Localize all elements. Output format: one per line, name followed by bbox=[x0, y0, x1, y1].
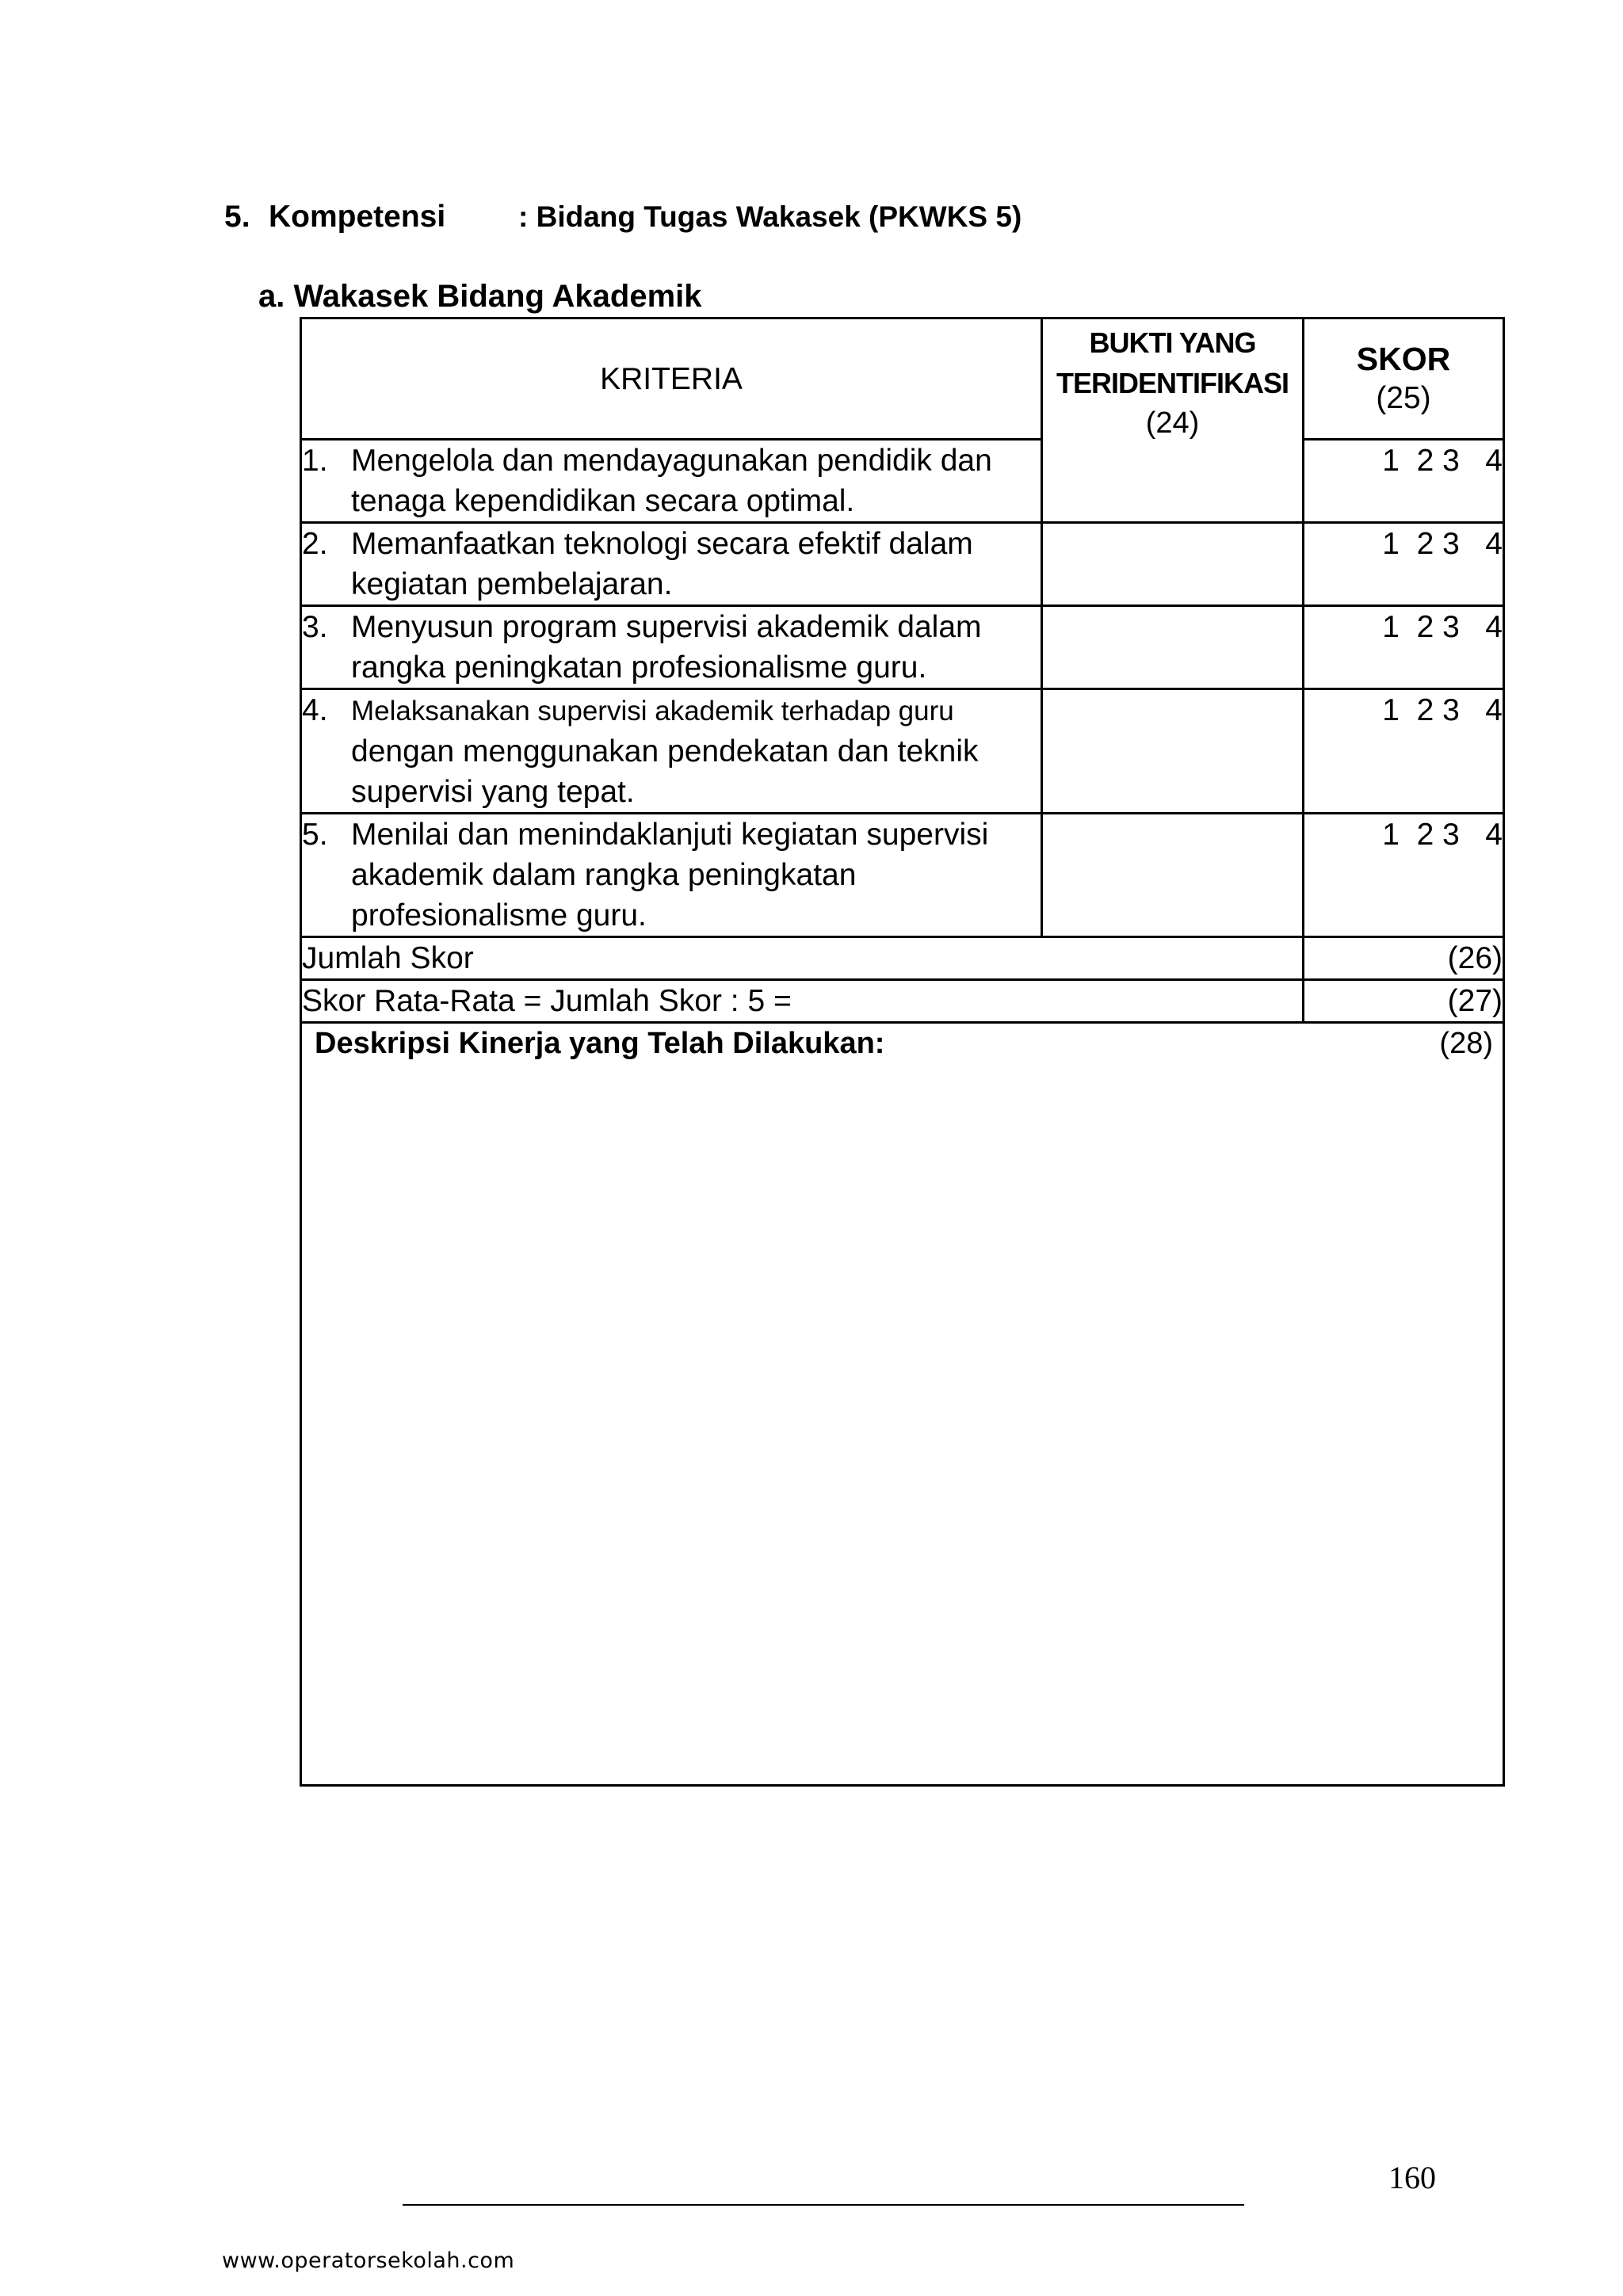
criteria-number: 1. bbox=[302, 444, 328, 478]
criteria-cell bbox=[301, 523, 1042, 606]
header-bukti bbox=[1042, 318, 1304, 523]
table-row bbox=[301, 606, 1504, 689]
criteria-cell bbox=[301, 689, 1042, 814]
criteria-text-line1: Memanfaatkan teknologi secara efektif dalam bbox=[351, 527, 973, 561]
evidence-cell[interactable] bbox=[1042, 523, 1304, 606]
header-bukti-code: (24) bbox=[1145, 406, 1200, 440]
table-row bbox=[301, 523, 1504, 606]
section-number: 5. bbox=[224, 200, 250, 234]
criteria-text-line1: Menilai dan menindaklanjuti kegiatan supervisi bbox=[351, 818, 989, 852]
criteria-text-line1: Menyusun program supervisi akademik dalam bbox=[351, 610, 982, 644]
score-options[interactable]: 1 2 3 4 bbox=[1304, 523, 1504, 606]
average-score-row bbox=[301, 980, 1504, 1023]
header-skor-code: (25) bbox=[1376, 381, 1431, 415]
description-code: (28) bbox=[1439, 1027, 1493, 1060]
footer-website: www.operatorsekolah.com bbox=[222, 2248, 515, 2273]
score-options[interactable]: 1 2 3 4 bbox=[1304, 689, 1504, 814]
description-row bbox=[301, 1023, 1504, 1786]
criteria-text-rest: rangka peningkatan profesionalisme guru. bbox=[351, 650, 927, 685]
total-score-value[interactable]: (26) bbox=[1304, 937, 1504, 980]
criteria-text-line1: Mengelola dan mendayagunakan pendidik dan bbox=[351, 444, 992, 478]
table-row bbox=[301, 814, 1504, 937]
criteria-cell bbox=[301, 440, 1042, 523]
evidence-cell[interactable] bbox=[1042, 606, 1304, 689]
evidence-cell[interactable] bbox=[1042, 814, 1304, 937]
criteria-cell bbox=[301, 814, 1042, 937]
criteria-number: 4. bbox=[302, 693, 328, 727]
table-header-row bbox=[301, 318, 1504, 440]
header-bukti-line1: BUKTI YANG bbox=[1089, 326, 1256, 359]
criteria-cell bbox=[301, 606, 1042, 689]
footer-divider bbox=[403, 2204, 1244, 2206]
score-options[interactable]: 1 2 3 4 bbox=[1304, 606, 1504, 689]
criteria-text-rest: tenaga kependidikan secara optimal. bbox=[351, 484, 855, 518]
section-value: : Bidang Tugas Wakasek (PKWKS 5) bbox=[518, 200, 1022, 233]
header-skor bbox=[1304, 318, 1504, 440]
description-label: Deskripsi Kinerja yang Telah Dilakukan: bbox=[315, 1027, 885, 1060]
average-score-label: Skor Rata-Rata = Jumlah Skor : 5 = bbox=[301, 980, 1304, 1023]
criteria-number: 5. bbox=[302, 818, 328, 852]
section-label: Kompetensi bbox=[269, 200, 446, 234]
table-row bbox=[301, 689, 1504, 814]
assessment-table bbox=[300, 317, 1505, 1787]
header-bukti-line2: TERIDENTIFIKASI bbox=[1056, 367, 1289, 399]
criteria-text-rest: dengan menggunakan pendekatan dan teknik supervisi yang tepat. bbox=[351, 734, 979, 809]
criteria-number: 3. bbox=[302, 610, 328, 644]
section-heading bbox=[224, 200, 1022, 235]
score-options[interactable]: 1 2 3 4 bbox=[1304, 440, 1504, 523]
header-kriteria: KRITERIA bbox=[301, 318, 1042, 440]
subsection-title: a. Wakasek Bidang Akademik bbox=[258, 279, 702, 314]
criteria-text-rest: kegiatan pembelajaran. bbox=[351, 567, 673, 601]
score-options[interactable]: 1 2 3 4 bbox=[1304, 814, 1504, 937]
criteria-text-line1: Melaksanakan supervisi akademik terhadap guru bbox=[351, 696, 954, 727]
table-row bbox=[301, 440, 1504, 523]
criteria-number: 2. bbox=[302, 527, 328, 561]
evidence-cell[interactable] bbox=[1042, 689, 1304, 814]
description-cell[interactable] bbox=[301, 1023, 1504, 1786]
header-skor-title: SKOR bbox=[1356, 341, 1451, 377]
criteria-text-rest: akademik dalam rangka peningkatan profesionalisme guru. bbox=[351, 858, 857, 933]
average-score-value[interactable]: (27) bbox=[1304, 980, 1504, 1023]
page-number: 160 bbox=[1388, 2160, 1436, 2195]
total-score-row bbox=[301, 937, 1504, 980]
total-score-label: Jumlah Skor bbox=[301, 937, 1304, 980]
